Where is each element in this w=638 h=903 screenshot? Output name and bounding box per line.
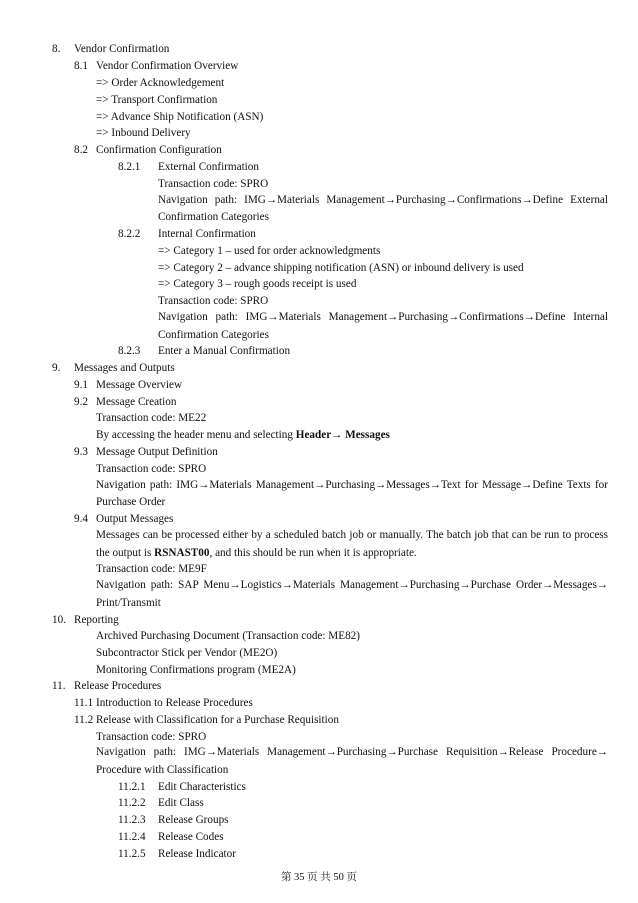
section-title: Vendor Confirmation bbox=[74, 43, 170, 55]
section-11-1-heading bbox=[74, 696, 253, 710]
section-title: Introduction to Release Procedures bbox=[95, 697, 253, 709]
transaction-code: Transaction code: SPRO bbox=[158, 178, 269, 190]
navigation-path-cont: Confirmation Categories bbox=[158, 329, 269, 341]
section-title: Internal Confirmation bbox=[158, 228, 256, 240]
list-item: => Category 2 – advance shipping notification (ASN) or inbound delivery is used bbox=[158, 262, 524, 274]
section-title: Message Output Definition bbox=[96, 446, 218, 458]
section-title: Enter a Manual Confirmation bbox=[158, 345, 291, 357]
section-title: Message Creation bbox=[96, 396, 177, 408]
section-title: Release Groups bbox=[158, 814, 229, 826]
list-item: Monitoring Confirmations program (ME2A) bbox=[96, 664, 296, 676]
navigation-path-cont: Print/Transmit bbox=[96, 597, 161, 609]
section-number: 8.2 bbox=[74, 144, 88, 156]
section-title: External Confirmation bbox=[158, 161, 259, 173]
list-item: Subcontractor Stick per Vendor (ME2O) bbox=[96, 647, 278, 659]
bold-program-name: RSNAST00 bbox=[154, 547, 210, 559]
list-item: Archived Purchasing Document (Transaction code: ME82) bbox=[96, 630, 360, 642]
section-number: 11. bbox=[52, 680, 66, 692]
bold-menu-path: Header→ Messages bbox=[295, 429, 390, 441]
text-run: By accessing the header menu and selecting bbox=[96, 429, 296, 441]
section-number: 11.1 bbox=[74, 697, 94, 709]
section-number: 11.2.3 bbox=[118, 814, 146, 826]
text-run: , and this should be run when it is appropriate. bbox=[209, 547, 417, 559]
transaction-code: Transaction code: SPRO bbox=[96, 463, 207, 475]
section-number: 11.2 bbox=[74, 714, 94, 726]
list-item: => Advance Ship Notification (ASN) bbox=[96, 111, 264, 123]
section-number: 11.2.5 bbox=[118, 848, 146, 860]
navigation-path-cont: Procedure with Classification bbox=[96, 764, 229, 776]
section-title: Release Codes bbox=[158, 831, 224, 843]
section-number: 8.2.1 bbox=[118, 161, 141, 173]
section-number: 11.2.2 bbox=[118, 797, 146, 809]
section-number: 9.2 bbox=[74, 396, 88, 408]
section-number: 8.2.3 bbox=[118, 345, 141, 357]
transaction-code: Transaction code: ME9F bbox=[96, 563, 207, 575]
section-title: Reporting bbox=[74, 614, 119, 626]
navigation-path: Navigation path: IMG→Materials Management→Purchasing→Messages→Text for Message→Define Texts for bbox=[96, 479, 608, 491]
section-title: Output Messages bbox=[96, 513, 174, 525]
navigation-path: Navigation path: IMG→Materials Management→Purchasing→Purchase Requisition→Release Procedure→ bbox=[96, 746, 608, 758]
section-title: Release Indicator bbox=[158, 848, 236, 860]
section-number: 11.2.1 bbox=[118, 781, 146, 793]
navigation-path: Navigation path: SAP Menu→Logistics→Materials Management→Purchasing→Purchase Order→Messages→ bbox=[96, 579, 608, 591]
list-item: => Transport Confirmation bbox=[96, 94, 218, 106]
navigation-path: Navigation path: IMG→Materials Management→Purchasing→Confirmations→Define Internal bbox=[158, 311, 608, 323]
transaction-code: Transaction code: SPRO bbox=[96, 731, 207, 743]
section-title: Edit Class bbox=[158, 797, 204, 809]
navigation-path-cont: Purchase Order bbox=[96, 496, 166, 508]
section-number: 11.2.4 bbox=[118, 831, 146, 843]
list-item: => Category 3 – rough goods receipt is used bbox=[158, 278, 357, 290]
list-item: => Category 1 – used for order acknowledgments bbox=[158, 245, 381, 257]
list-item: => Order Acknowledgement bbox=[96, 77, 225, 89]
section-title: Confirmation Configuration bbox=[96, 144, 222, 156]
section-title: Release Procedures bbox=[74, 680, 162, 692]
body-text: Messages can be processed either by a scheduled batch job or manually. The batch job that can be run to process bbox=[96, 529, 608, 541]
body-text bbox=[96, 428, 390, 442]
section-11-2-heading bbox=[74, 713, 339, 727]
section-title: Release with Classification for a Purchase Requisition bbox=[95, 714, 339, 726]
section-number: 8.2.2 bbox=[118, 228, 141, 240]
section-number: 9.1 bbox=[74, 379, 88, 391]
section-number: 8.1 bbox=[74, 60, 88, 72]
transaction-code: Transaction code: ME22 bbox=[96, 412, 207, 424]
section-title: Edit Characteristics bbox=[158, 781, 246, 793]
page-footer: 第 35 页 共 50 页 bbox=[280, 872, 358, 883]
section-number: 10. bbox=[52, 614, 66, 626]
section-title: Message Overview bbox=[96, 379, 183, 391]
transaction-code: Transaction code: SPRO bbox=[158, 295, 269, 307]
list-item: => Inbound Delivery bbox=[96, 127, 191, 139]
section-title: Vendor Confirmation Overview bbox=[96, 60, 239, 72]
text-run: the output is bbox=[96, 547, 155, 559]
navigation-path: Navigation path: IMG→Materials Management→Purchasing→Confirmations→Define External bbox=[158, 194, 608, 206]
section-number: 9. bbox=[52, 362, 61, 374]
section-number: 8. bbox=[52, 43, 61, 55]
body-text bbox=[96, 546, 417, 560]
section-title: Messages and Outputs bbox=[74, 362, 175, 374]
navigation-path-cont: Confirmation Categories bbox=[158, 211, 269, 223]
section-number: 9.4 bbox=[74, 513, 88, 525]
section-number: 9.3 bbox=[74, 446, 88, 458]
